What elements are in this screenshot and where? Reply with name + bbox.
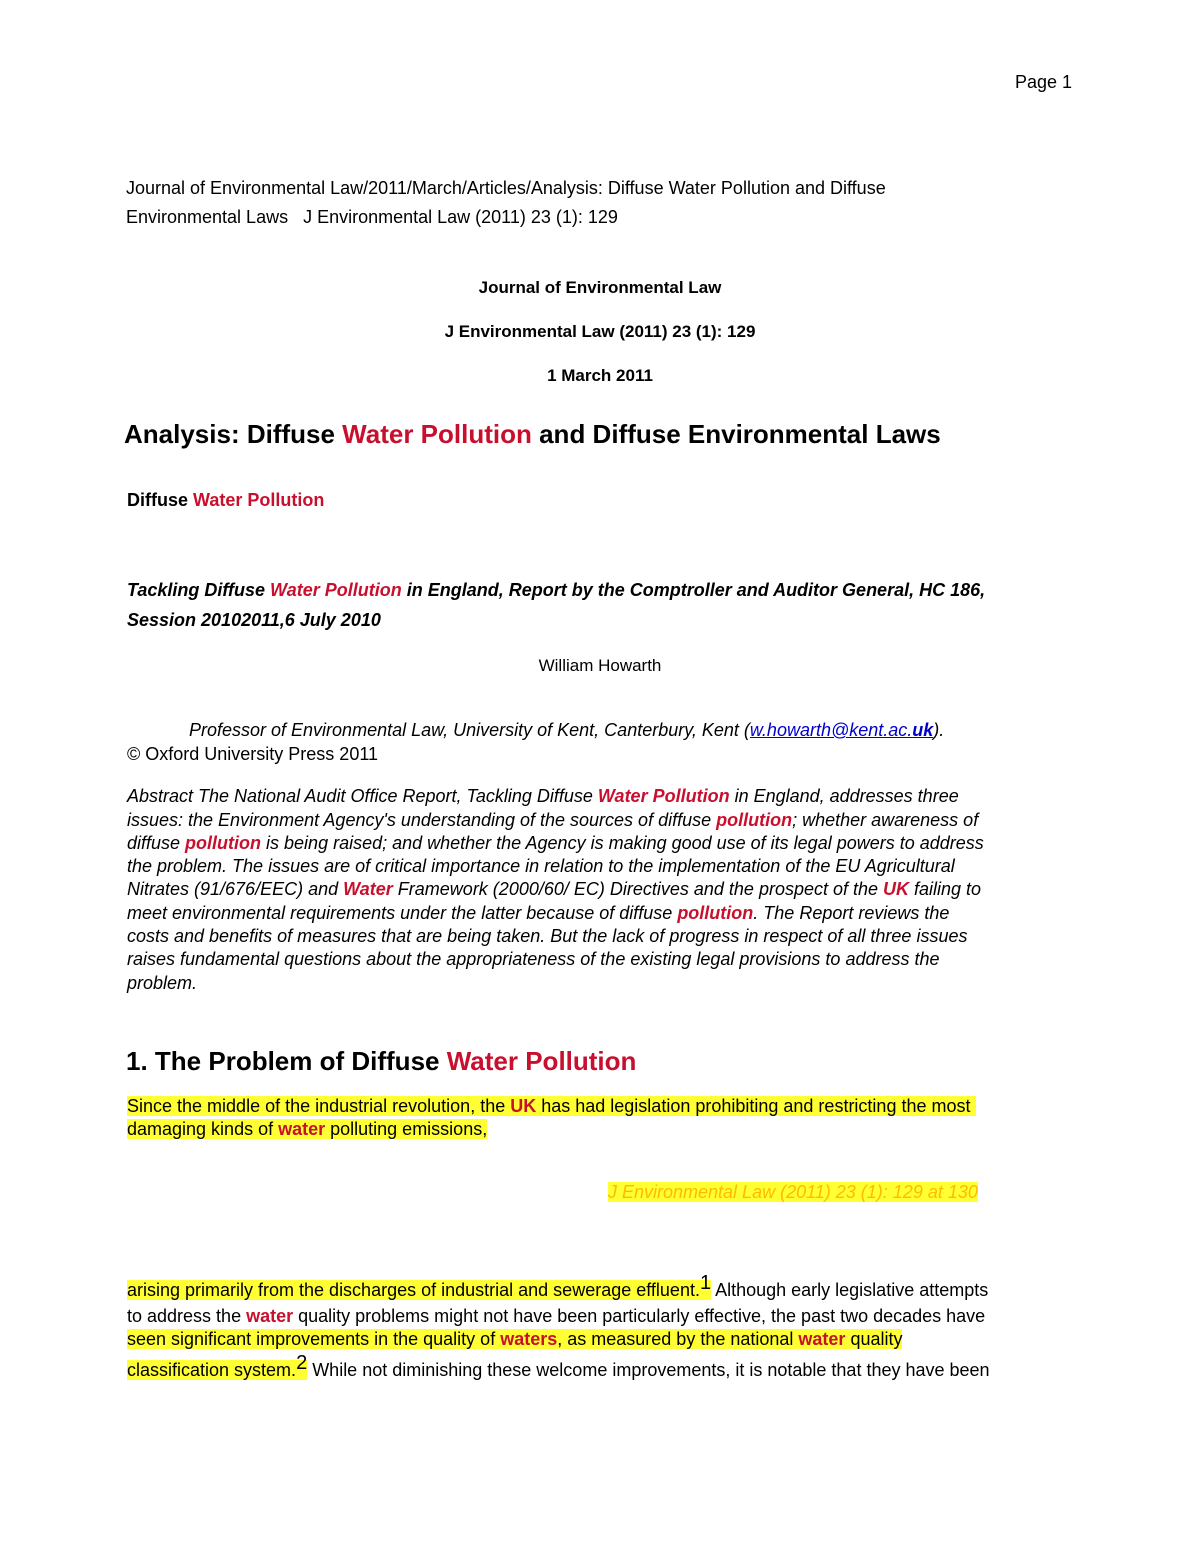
reviewed-report-line-2: Session 20102011,6 July 2010 [127,610,381,630]
reviewed-report-line-1: Tackling Diffuse Water Pollution in England, Report by the Comptroller and Auditor General, HC 186, [127,580,986,600]
section-heading: 1. The Problem of Diffuse Water Pollution [126,1046,637,1076]
page-number: Page 1 [1014,72,1072,92]
copyright-notice: © Oxford University Press 2011 [127,744,379,764]
citation-line-1: Journal of Environmental Law/2011/March/Articles/Analysis: Diffuse Water Pollution and Diffuse [126,178,886,198]
abstract-line-9: problem. [127,973,198,993]
abstract-line-3: diffuse pollution is being raised; and whether the Agency is making good use of its legal powers to address [127,833,984,853]
page-break-citation: J Environmental Law (2011) 23 (1): 129 at 130 [608,1182,978,1202]
abstract-line-7: costs and benefits of measures that are being taken. But the lack of progress in respect of all three issues [127,926,968,946]
article-title: Analysis: Diffuse Water Pollution and Diffuse Environmental Laws [124,419,941,449]
author-email-link[interactable]: w.howarth@kent.ac.uk [749,720,934,740]
abstract-line-6: meet environmental requirements under the latter because of diffuse pollution. The Report reviews the [127,903,950,923]
article-subtitle: Diffuse Water Pollution [127,490,325,510]
body-line-4: to address the water quality problems might not have been particularly effective, the past two decades have [127,1306,986,1326]
abstract-line-8: raises fundamental questions about the appropriateness of the existing legal provisions to address the [127,949,940,969]
abstract-line-5: Nitrates (91/676/EEC) and Water Framework (2000/60/ EC) Directives and the prospect of the UK failing to [127,879,982,899]
body-line-5: seen significant improvements in the quality of waters, as measured by the national water quality [127,1329,903,1349]
abstract-line-2: issues: the Environment Agency's understanding of the sources of diffuse pollution; whether awareness of [127,810,979,830]
body-line-1: Since the middle of the industrial revolution, the UK has had legislation prohibiting and restricting the most [127,1096,976,1116]
journal-date: 1 March 2011 [547,366,653,385]
body-line-2: damaging kinds of water polluting emissions, [127,1119,488,1139]
footnote-ref-1[interactable]: 1 [699,1272,712,1294]
abstract-line-1: Abstract The National Audit Office Report, Tackling Diffuse Water Pollution in England, addresses three [127,786,959,806]
citation-line-2: Environmental Laws J Environmental Law (2011) 23 (1): 129 [126,207,618,227]
body-line-3: arising primarily from the discharges of industrial and sewerage effluent.$^1$ Although early legislative attempts [127,1272,989,1300]
author-name: William Howarth [538,656,662,675]
abstract-line-4: the problem. The issues are of critical importance in relation to the implementation of the EU Agricultural [127,856,955,876]
author-affiliation: Professor of Environmental Law, University of Kent, Canterbury, Kent (w.howarth@kent.ac.uk). [189,720,945,740]
journal-citation: J Environmental Law (2011) 23 (1): 129 [444,322,756,341]
journal-name: Journal of Environmental Law [478,278,722,297]
body-line-6: classification system.$^2$ While not diminishing these welcome improvements, it is notable that they have been [127,1352,990,1380]
footnote-ref-2[interactable]: 2 [296,1352,308,1374]
